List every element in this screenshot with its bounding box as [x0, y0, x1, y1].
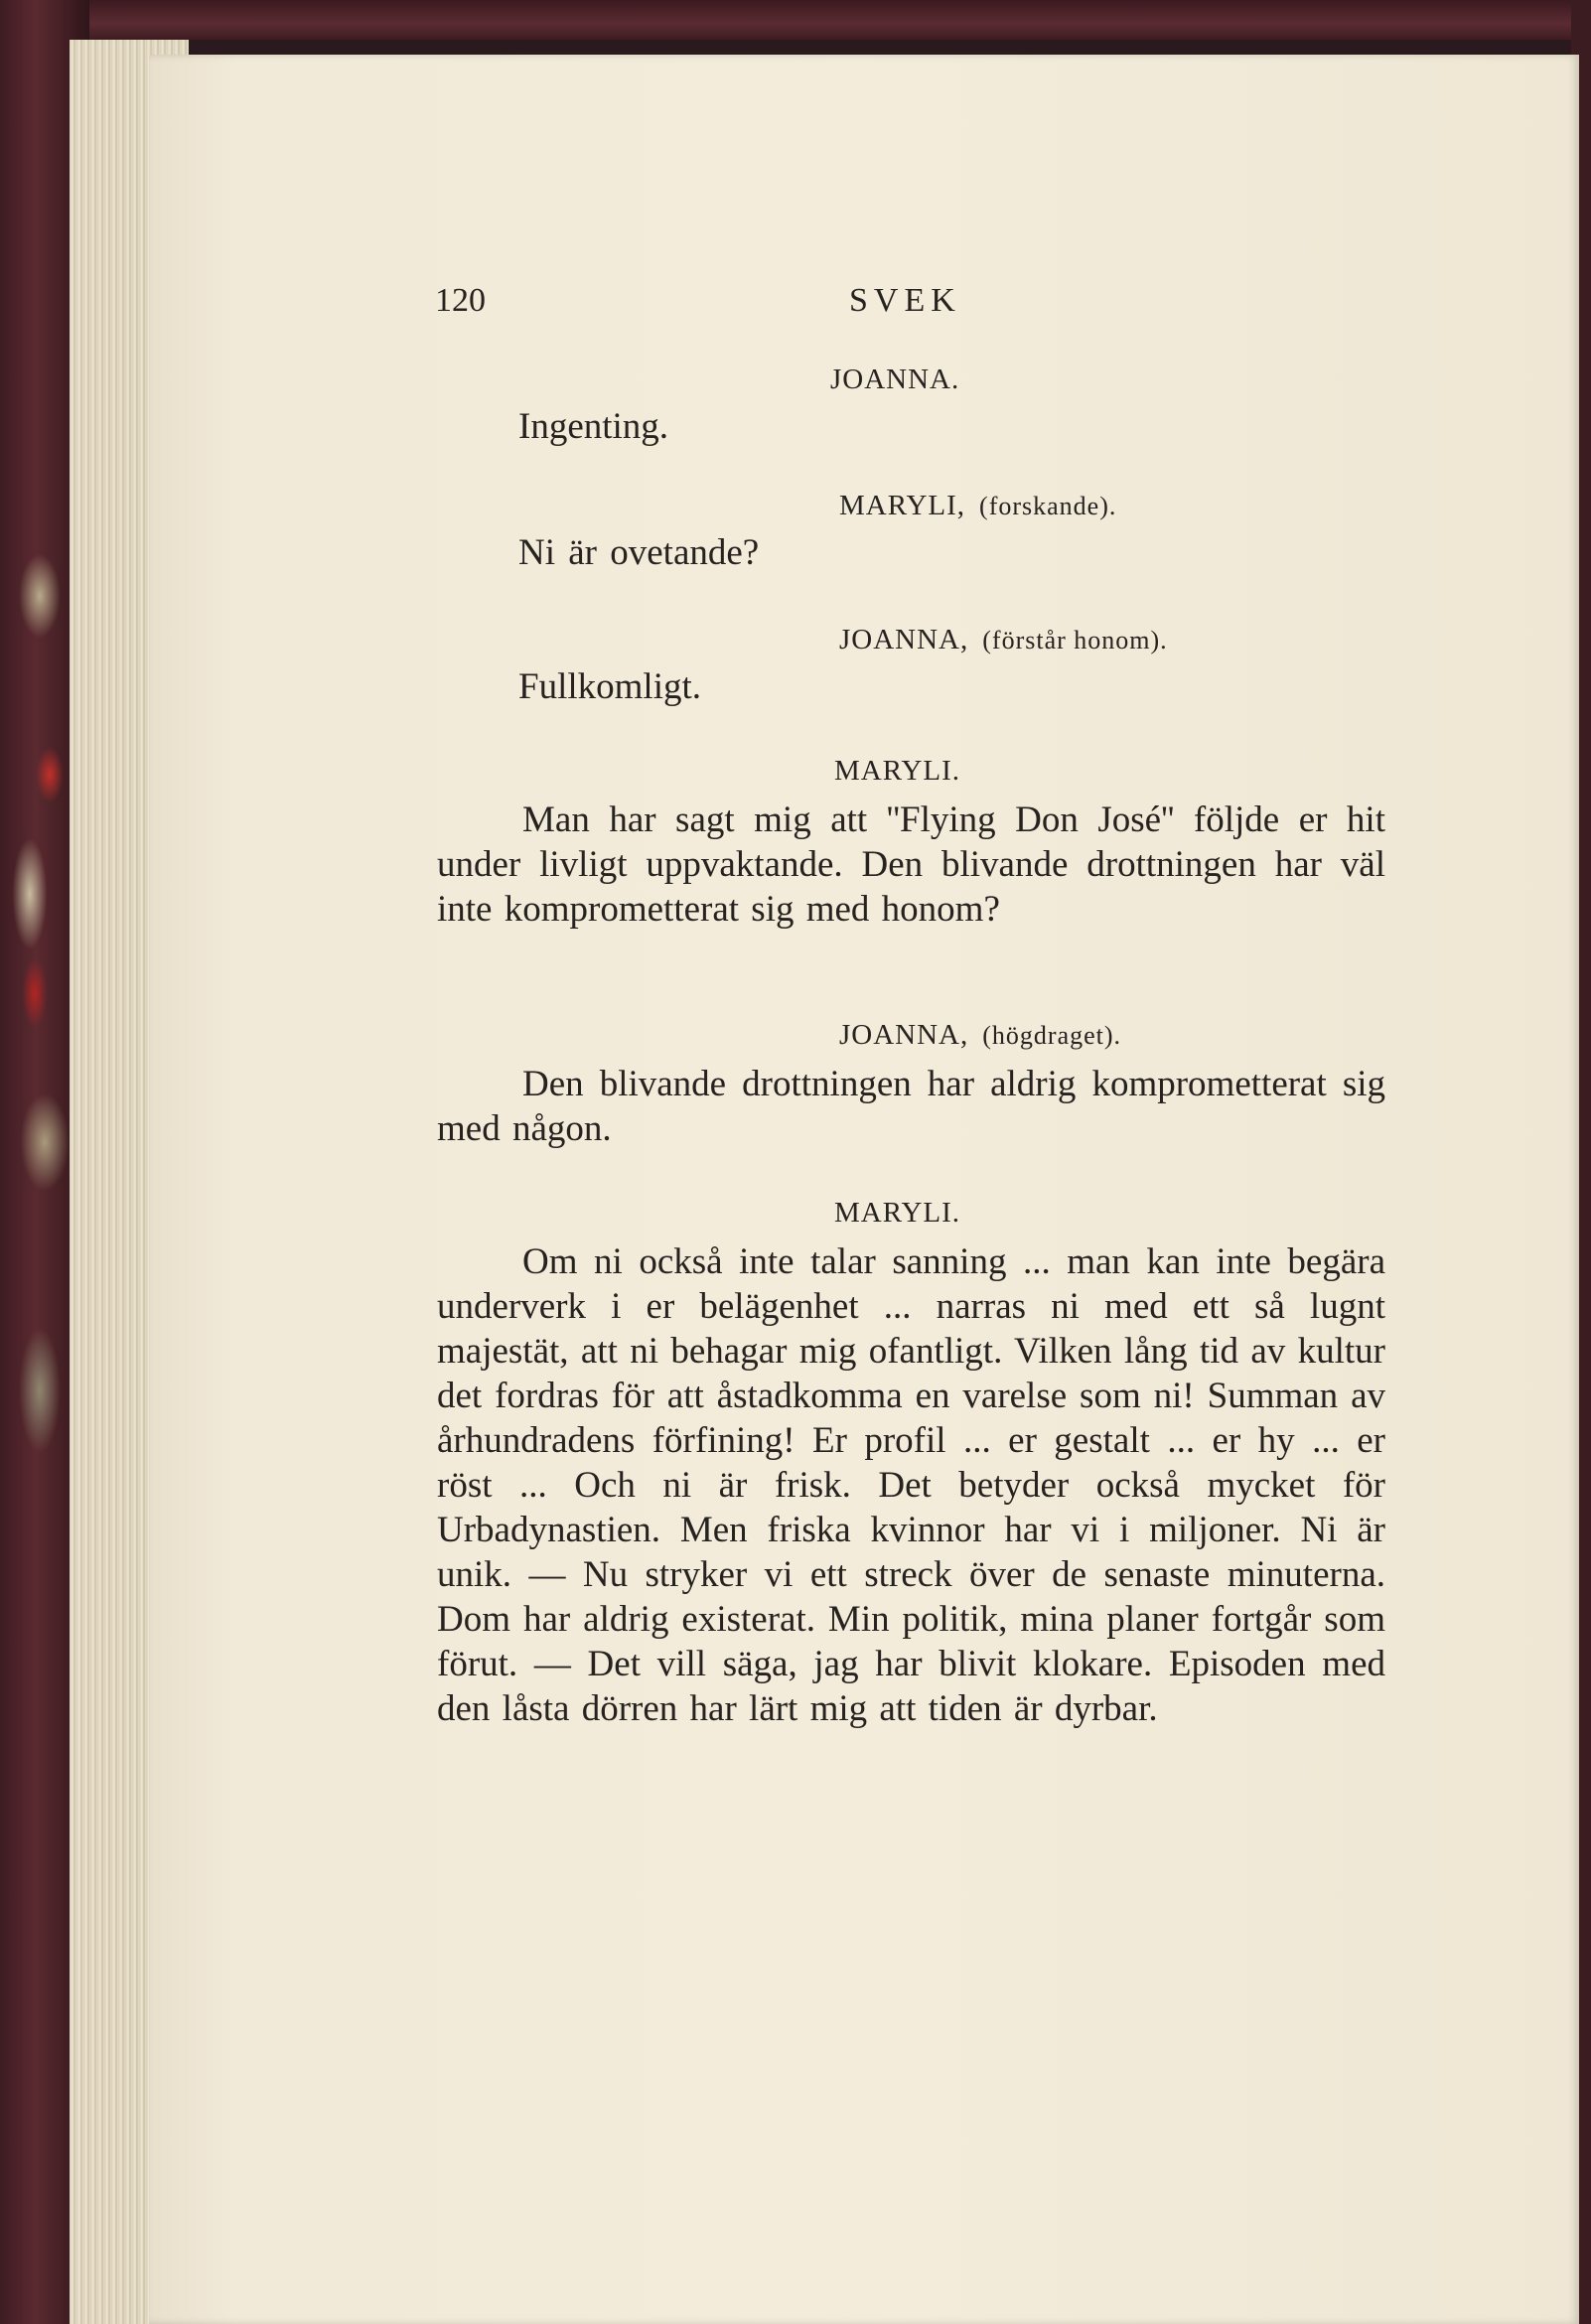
- dialogue-text: Man har sagt mig att ''Flying Don José'' följde er hit under livligt uppvaktande. Den blivande drottningen har väl inte komprometterat sig med honom?: [437, 799, 1385, 930]
- speaker-heading: [839, 624, 1168, 656]
- dialogue-line: Ingenting.: [518, 406, 669, 447]
- stage-direction: (förstår honom).: [982, 626, 1168, 654]
- page-number: 120: [435, 282, 486, 319]
- speaker-heading: [839, 490, 1116, 522]
- speaker-heading: [839, 1019, 1121, 1052]
- speaker-name: JOANNA,: [839, 1019, 969, 1051]
- running-title: SVEK: [849, 282, 961, 319]
- speaker-name: MARYLI.: [834, 1197, 961, 1229]
- dialogue-paragraph: [437, 798, 1385, 932]
- speaker-name: MARYLI,: [839, 490, 966, 521]
- dialogue-line: Ni är ovetande?: [518, 532, 760, 573]
- stage-direction: (forskande).: [979, 492, 1117, 520]
- dialogue-paragraph: [437, 1062, 1385, 1151]
- dialogue-line: Fullkomligt.: [518, 666, 702, 707]
- speaker-name: JOANNA.: [830, 363, 960, 395]
- dialogue-text: Den blivande drottningen har aldrig komprometterat sig med någon.: [437, 1064, 1385, 1149]
- book-binding-top: [0, 0, 1591, 40]
- speaker-heading: [834, 755, 960, 788]
- stage-direction: (högdraget).: [982, 1021, 1122, 1050]
- speaker-heading: [830, 363, 959, 396]
- speaker-name: JOANNA,: [839, 624, 969, 655]
- dialogue-text: Om ni också inte talar sanning ... man kan inte begära underverk i er belägenhet ... narras ni med ett så lugnt majestät, att ni behagar mig ofantligt. Vilken lång tid av kultur det fordras för att åstadkomma en varelse som ni! Summan av århundradens förfining! Er profil ... er gestalt ... er hy ... er röst ... Och ni är frisk. Det betyder också mycket för Urbadynastien. Men friska kvinnor har vi i miljoner. Ni är unik. — Nu stryker vi ett streck över de senaste minuterna. Dom har aldrig existerat. Min politik, mina planer fortgår som förut. — Det vill säga, jag har blivit klokare. Episoden med den låsta dörren har lärt mig att tiden är dyrbar.: [437, 1241, 1385, 1729]
- speaker-name: MARYLI.: [834, 755, 961, 787]
- dialogue-paragraph: [437, 1239, 1385, 1731]
- speaker-heading: [834, 1197, 960, 1230]
